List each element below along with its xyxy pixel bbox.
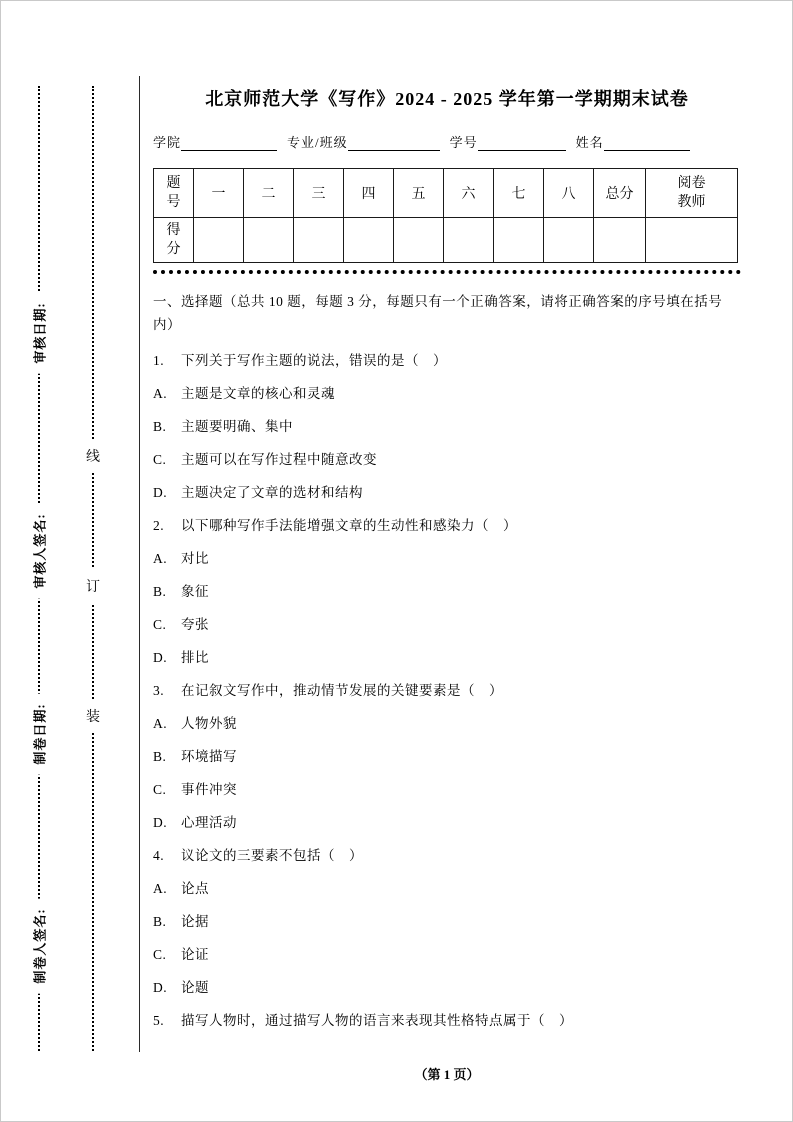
score-cell [444,218,494,263]
exam-title: 北京师范大学《写作》2024 - 2025 学年第一学期期末试卷 [205,89,689,109]
score-cell [646,218,738,263]
question-2-option-d [153,641,741,674]
question-2 [153,509,741,542]
question-no-header: 题号 [154,169,194,218]
option-text: 心理活动 [181,815,237,830]
student-id-label: 学号 [449,135,478,150]
question-4-text: 议论文的三要素不包括（ ） [181,848,363,863]
option-text: 论题 [181,980,209,995]
option-label: D. [153,980,168,995]
option-text: 论点 [181,881,209,896]
question-4-option-d [153,971,741,1004]
dotted-separator [153,270,741,274]
question-3-option-a [153,707,741,740]
score-cell [344,218,394,263]
reviewer-line2: 教师 [677,195,706,210]
option-text: 主题可以在写作过程中随意改变 [181,452,377,467]
score-cell [194,218,244,263]
question-2-number: 2. [153,518,165,533]
option-text: 人物外貌 [181,716,237,731]
col-header-8: 八 [544,169,594,218]
question-3-option-b [153,740,741,773]
option-text: 论证 [181,947,209,962]
side-label-auditor-signature: 审核人签名: [28,503,51,598]
side-label-paper-maker-signature: 制卷人签名: [28,898,51,993]
col-header-5: 五 [394,169,444,218]
question-4-option-b [153,905,741,938]
binding-char-ding: 订 [85,569,101,603]
score-cell [394,218,444,263]
reviewer-line1: 阅卷 [677,176,706,191]
score-table [153,168,738,263]
question-2-text: 以下哪种写作手法能增强文章的生动性和感染力（ ） [181,518,517,533]
option-label: B. [153,749,167,764]
question-1-option-a [153,377,741,410]
question-4-option-a [153,872,741,905]
option-text: 论据 [181,914,209,929]
option-label: C. [153,452,167,467]
content-left-border [139,76,140,1052]
question-5 [153,1004,741,1037]
major-class-blank [348,135,440,151]
question-5-number: 5. [153,1013,165,1028]
question-2-option-c [153,608,741,641]
option-text: 事件冲突 [181,782,237,797]
option-text: 环境描写 [181,749,237,764]
question-1-option-c [153,443,741,476]
option-label: C. [153,782,167,797]
col-header-reviewer [646,169,738,218]
exam-content [153,86,741,1037]
option-label: C. [153,947,167,962]
question-2-option-b [153,575,741,608]
binding-char-xian: 线 [85,439,101,473]
option-label: C. [153,617,167,632]
score-row-header: 得分 [154,218,194,263]
option-label: D. [153,485,168,500]
question-1-text: 下列关于写作主题的说法，错误的是（ ） [181,353,447,368]
question-1-option-b [153,410,741,443]
option-text: 主题要明确、集中 [181,419,293,434]
question-3 [153,674,741,707]
major-class-label: 专业/班级 [287,135,348,150]
section-one-heading: 一、选择题（总共 10 题，每题 3 分，每题只有一个正确答案，请将正确答案的序号填在括号内） [153,294,723,332]
option-label: D. [153,815,168,830]
score-cell [544,218,594,263]
question-3-text: 在记叙文写作中，推动情节发展的关键要素是（ ） [181,683,503,698]
student-info-line [153,132,741,151]
question-4-option-c [153,938,741,971]
college-label: 学院 [153,135,182,150]
side-label-paper-date: 制卷日期: [28,693,51,774]
option-label: A. [153,881,168,896]
side-label-audit-date: 审核日期: [28,292,51,373]
college-blank [181,135,277,151]
col-header-7: 七 [494,169,544,218]
score-cell [494,218,544,263]
option-text: 主题决定了文章的选材和结构 [181,485,363,500]
question-3-option-d [153,806,741,839]
option-text: 象征 [181,584,209,599]
option-label: D. [153,650,168,665]
col-header-2: 二 [244,169,294,218]
option-text: 排比 [181,650,209,665]
option-text: 对比 [181,551,209,566]
question-3-option-c [153,773,741,806]
question-1-number: 1. [153,353,165,368]
page-footer: （第 1 页） [414,1067,480,1082]
question-3-number: 3. [153,683,165,698]
option-label: B. [153,584,167,599]
score-cell [294,218,344,263]
score-cell [594,218,646,263]
option-label: A. [153,716,168,731]
question-1 [153,344,741,377]
binding-char-zhuang: 装 [85,699,101,733]
question-1-option-d [153,476,741,509]
option-label: A. [153,386,168,401]
question-4 [153,839,741,872]
option-text: 夸张 [181,617,209,632]
col-header-total: 总分 [594,169,646,218]
name-blank [604,135,690,151]
question-2-option-a [153,542,741,575]
name-label: 姓名 [575,135,604,150]
option-text: 主题是文章的核心和灵魂 [181,386,335,401]
option-label: A. [153,551,168,566]
score-cell [244,218,294,263]
col-header-6: 六 [444,169,494,218]
student-id-blank [478,135,566,151]
col-header-3: 三 [294,169,344,218]
option-label: B. [153,914,167,929]
question-4-number: 4. [153,848,165,863]
col-header-4: 四 [344,169,394,218]
option-label: B. [153,419,167,434]
col-header-1: 一 [194,169,244,218]
question-5-text: 描写人物时，通过描写人物的语言来表现其性格特点属于（ ） [181,1013,573,1028]
